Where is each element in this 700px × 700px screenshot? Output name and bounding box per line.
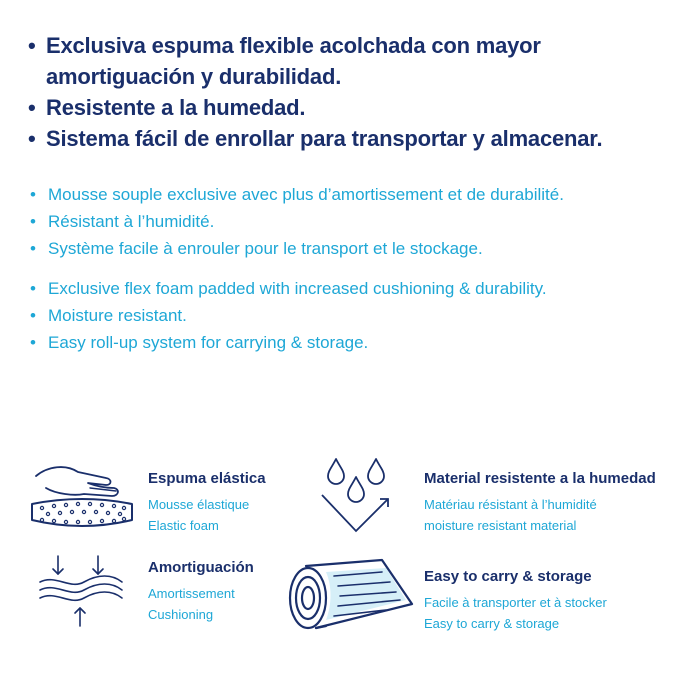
feature-french: Amortissement	[148, 586, 235, 601]
english-bullet: • Easy roll-up system for carrying & storage.	[30, 329, 690, 356]
feature-french: Mousse élastique	[148, 497, 250, 512]
french-bullet: • Mousse souple exclusive avec plus d’amortissement et de durabilité.	[30, 181, 690, 208]
spanish-bullet	[28, 92, 688, 123]
french-bullet: • Système facile à enrouler pour le transport et le stockage.	[30, 235, 690, 262]
cushion-waves-icon	[36, 550, 126, 630]
feature-moisture-resistant	[424, 468, 656, 536]
rolled-mat-icon	[286, 558, 414, 634]
spanish-bullet	[28, 30, 688, 92]
english-bullet: • Moisture resistant.	[30, 302, 690, 329]
feature-english: Cushioning	[148, 607, 214, 622]
feature-english: moisture resistant material	[424, 518, 577, 533]
water-drops-icon	[314, 455, 394, 537]
english-bullet-list	[30, 275, 690, 356]
feature-title: Material resistente a la humedad	[424, 470, 656, 487]
feature-french: Matériau résistant à l’humidité	[424, 497, 597, 512]
bullet-text: Resistente a la humedad.	[46, 95, 306, 120]
feature-cushioning	[148, 557, 254, 625]
feature-title: Amortiguación	[148, 559, 254, 576]
bullet-text: Sistema fácil de enrollar para transportar y almacenar.	[46, 126, 603, 151]
feature-english: Elastic foam	[148, 518, 219, 533]
spanish-bullet	[28, 123, 688, 154]
feature-title: Easy to carry & storage	[424, 568, 592, 585]
feature-french: Facile à transporter et à stocker	[424, 595, 607, 610]
english-bullet: • Exclusive flex foam padded with increased cushioning & durability.	[30, 275, 690, 302]
feature-title: Espuma elástica	[148, 470, 266, 487]
feature-english: Easy to carry & storage	[424, 616, 560, 631]
french-bullet-list	[30, 181, 690, 262]
feature-easy-carry	[424, 566, 607, 634]
bullet-text-continued: amortiguación y durabilidad.	[46, 64, 342, 89]
french-bullet: • Résistant à l’humidité.	[30, 208, 690, 235]
spanish-bullet-list	[28, 30, 688, 154]
feature-elastic-foam	[148, 468, 266, 536]
foam-icon	[26, 458, 138, 538]
bullet-text: Exclusiva espuma flexible acolchada con mayor	[46, 33, 541, 58]
